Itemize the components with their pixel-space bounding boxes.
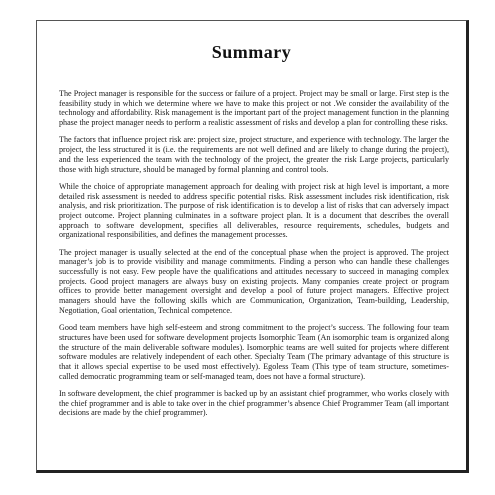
paragraph-manager-selection: The project manager is usually selected at the end of the conceptual phase when the project is approved. The project manager’s job is to provide visibility and manage commitments. Finding a person who can handle these challenges successfully is not easy. Few people have the qualifications and attitudes necessary to succeed in managing complex projects. Good project managers are always busy on existing projects. Many companies create project or program offices to provide better management oversight and develop a pool of future project managers. Effective project managers should have the following skills which are Communication, Organization, Team-building, Leadership, Negotiation, Goal orientation, Technical competence. [59, 247, 449, 315]
paragraph-risk-assessment: While the choice of appropriate management approach for dealing with project risk at high level is important, a more detailed risk assessment is needed to address specific potential risks. Risk assessment includes risk identification, risk analysis, and risk prioritization. The purpose of risk identification is to develop a list of risks that can adversely impact project outcome. Project planning culminates in a software project plan. It is a document that describes the overall approach to software development, specifies all deliverables, resource requirements, schedules, budgets and organizational responsibilities, and defines the management processes. [59, 181, 449, 240]
page-title: Summary [211, 42, 292, 62]
paragraph-team-structures: Good team members have high self-esteem and strong commitment to the project’s success. The following four team structures have been used for software development projects Isomorphic Team (An isomorphic team is organized along the structure of the main deliverable software modules). Isomorphic teams are well suited for projects where different software modules are relatively independent of each other. Specialty Team (The primary advantage of this structure is that it allows special expertise to be used most effectively). Egoless Team (This type of team structure, sometimes-called democratic programming team or self-managed team, does not have a formal structure). [59, 323, 449, 381]
document-body [59, 89, 449, 426]
paragraph-chief-programmer: In software development, the chief programmer is backed up by an assistant chief programmer, who works closely with the chief programmer and is able to take over in the chief programmer’s absence Chief Programmer Team (all important decisions are made by the chief programmer). [59, 388, 449, 418]
paragraph-risk-factors: The factors that influence project risk are: project size, project structure, and experience with technology. The larger the project, the less structured it is (i.e. the requirements are not well defined and are likely to change during the project), and the less experienced the team with the technology of the project, the greater the risk Large projects, particularly those with high structure, should be managed by formal planning and control tools. [59, 135, 449, 174]
document-page [36, 20, 469, 473]
paragraph-project-manager: The Project manager is responsible for the success or failure of a project. Project may be small or large. First step is the feasibility study in which we determine where we have to make this project or not .We consider the availability of the technology and affordability. Risk management is the important part of the project management function in the planning phase the project manager needs to perform a realistic assessment of risks and develop a plan for controlling these risks. [59, 89, 449, 128]
